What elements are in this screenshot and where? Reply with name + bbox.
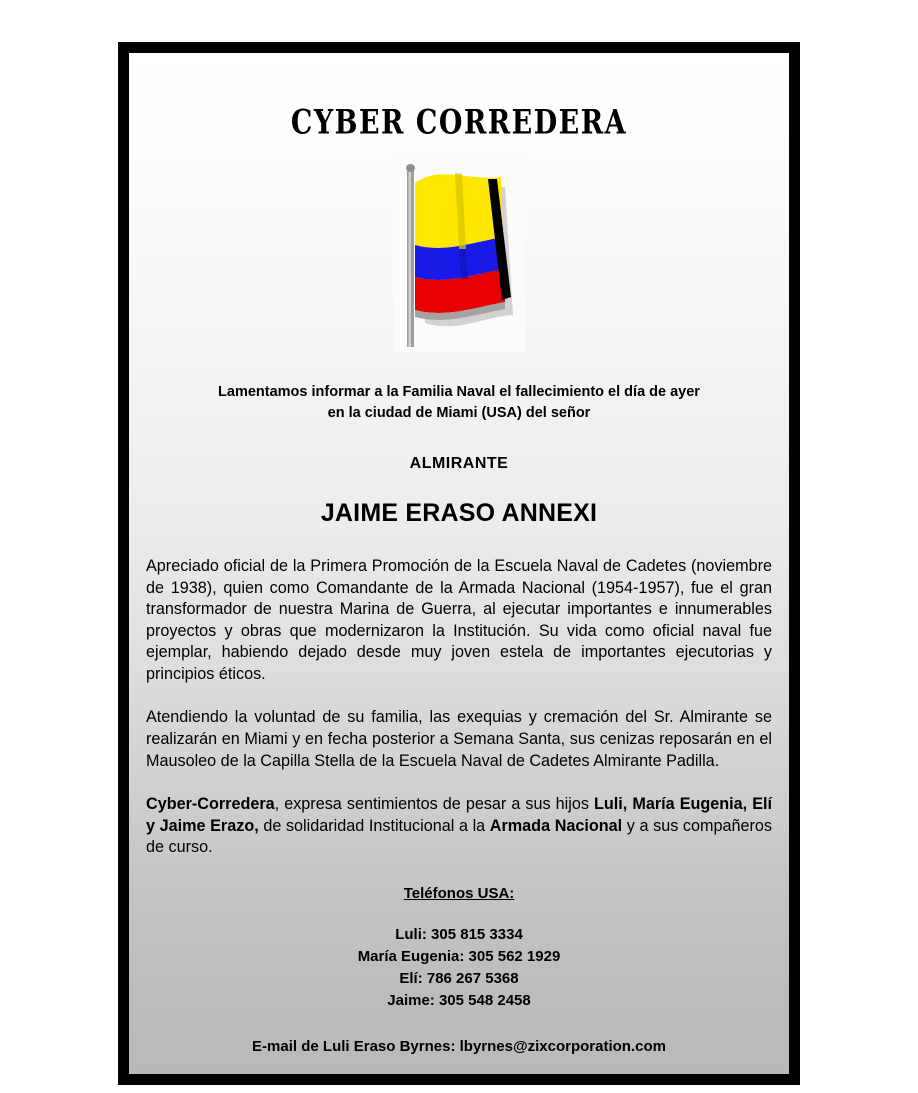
paragraph-condolences xyxy=(139,794,779,859)
condolence-sender: Cyber-Corredera xyxy=(146,795,275,814)
paragraph-biography: Apreciado oficial de la Primera Promoción de la Escuela Naval de Cadetes (noviembre de 1938), quien como Comandante de la Armada Nacional (1954-1957), fue el gran transformador de nuestra Marina de Guerra, al ejecutar importantes e innumerables proyectos y obras que modernizaron la Institución. Su vida como oficial naval fue ejemplar, habiendo dejado desde muy joven estela de importantes ejecutorias y principios éticos. xyxy=(146,557,772,683)
condolence-children: Luli, María Eugenia, Elí y Jaime Erazo, xyxy=(146,795,772,835)
page-title: CYBER CORREDERA xyxy=(290,103,628,143)
phone-item: María Eugenia: 305 562 1929 xyxy=(357,947,561,965)
condolence-text-3: y a sus compañeros de curso. xyxy=(146,816,772,857)
condolence-text-2: de solidaridad Institucional a la xyxy=(258,816,490,835)
notice-text xyxy=(139,382,779,423)
paragraph-funeral-arrangements: Atendiendo la voluntad de su familia, las exequias y cremación del Sr. Almirante se realizarán en Miami y en fecha posterior a Semana Santa, sus cenizas reposarán en el Mausoleo de la Capilla Stella de la Escuela Naval de Cadetes Almirante Padilla. xyxy=(146,708,772,770)
condolence-institution: Armada Nacional xyxy=(489,816,623,835)
colombian-flag-icon xyxy=(393,157,525,352)
flag-container xyxy=(139,157,779,352)
email-line: E-mail de Luli Eraso Byrnes: lbyrnes@zixcorporation.com xyxy=(252,1037,666,1055)
deceased-name: JAIME ERASO ANNEXI xyxy=(320,499,598,528)
announcement-card xyxy=(129,53,789,1074)
condolence-text-1: , expresa sentimientos de pesar a sus hijos xyxy=(274,795,595,814)
notice-line-2: en la ciudad de Miami (USA) del señor xyxy=(327,404,591,421)
phones-heading: Teléfonos USA: xyxy=(403,884,515,902)
phone-item: Jaime: 305 548 2458 xyxy=(387,991,531,1009)
phone-item: Luli: 305 815 3334 xyxy=(395,925,523,943)
black-border-frame xyxy=(118,42,800,1085)
phones-list xyxy=(139,924,779,1012)
phone-item: Elí: 786 267 5368 xyxy=(399,969,519,987)
notice-line-1: Lamentamos informar a la Familia Naval el fallecimiento el día de ayer xyxy=(218,384,700,400)
rank-label: ALMIRANTE xyxy=(409,455,509,473)
